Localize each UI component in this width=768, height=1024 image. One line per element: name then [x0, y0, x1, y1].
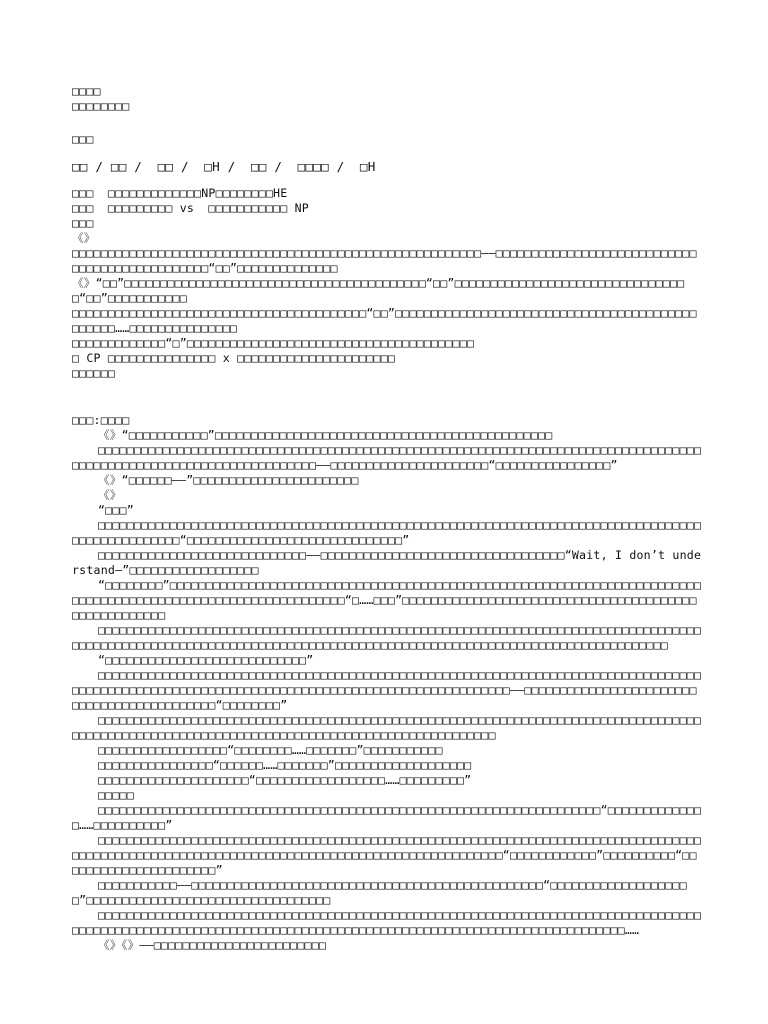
summary-paragraph-2: 《》“□□”□□□□□□□□□□□□□□□□□□□□□□□□□□□□□□□□□□□□□□□□□□“□□”□□□□□□□□□□□□□□□□□□□□□□□□□□□□□□□□□“□□”□□□□□□□□□□□ — [72, 276, 685, 305]
summary-mark: 《》 — [72, 231, 96, 245]
chapter-paragraph: □□□□□□□□□□□□□□□□□□□□□□□□□□□□□□□□□□□□□□□□□□□□□□□□□□□□□□□□□□□□□□□□□□□□□□□□□□□□□□□□□□□□□□□□□□□□□□□□□□□“□□□□□□□□□□□□□□□□□□□□□□□□□□□□□□” — [72, 518, 702, 547]
document-title: □□□□ — [72, 84, 101, 98]
chapter-paragraph: □□□□□□□□□□□——□□□□□□□□□□□□□□□□□□□□□□□□□□□□□□□□□□□□□□□□□□□□□□□□□“□□□□□□□□□□□□□□□□□□□□”□□□□□□□□□□□□□□□□□□□□□□□□□□□□□□□□□□ — [72, 878, 687, 907]
meta-line-3: □□□ — [72, 216, 94, 230]
chapter-paragraph: □□□□□□□□□□□□□□□□“□□□□□□……□□□□□□□”□□□□□□□□□□□□□□□□□□□ — [98, 758, 472, 772]
document-subtitle: □□□□□□□□ — [72, 99, 130, 113]
chapter-paragraph: □□□□□□□□□□□□□□□□□□□□□□□□□□□□□□□□□□□□□□□□□□□□□□□□□□□□□□□□□□□□□□□□□□□□□□“□□□□□□□□□□□□□□……□□□□□□□□□□” — [72, 803, 702, 832]
chapter-paragraph: □□□□□□□□□□□□□□□□□□□□□□□□□□□□□□□□□□□□□□□□□□□□□□□□□□□□□□□□□□□□□□□□□□□□□□□□□□□□□□□□□□□□□□□□□□□□□□□□□□□□□□□□□□□□□□□□□□□□□□□□□□□□□□□□□□□□□□□□□□□□□□□□□——□□□□□□□□□□□□□□□□□□□□□□□□□□□□□□□□□□□□□□□□□□□□“□□□□□□□□” — [72, 668, 702, 712]
summary-paragraph-6: □□□□□□ — [72, 366, 116, 380]
summary-paragraph-3: □□□□□□□□□□□□□□□□□□□□□□□□□□□□□□□□□□□□□□□□□“□□”□□□□□□□□□□□□□□□□□□□□□□□□□□□□□□□□□□□□□□□□□□□□□□□□……□□□□□□□□□□□□□□□ — [72, 306, 697, 335]
meta-line-2: □□□ □□□□□□□□□ vs □□□□□□□□□□□ NP — [72, 201, 309, 215]
chapter-paragraph: □□□□□□□□□□□□□□□□□□□□□□□□□□□□□——□□□□□□□□□□□□□□□□□□□□□□□□□□□□□□□□□□“Wait, I don’t understand—”□□□□□□□□□□□□□□□□□□ — [72, 548, 702, 577]
chapter-paragraph: “□□□” — [98, 503, 134, 517]
chapter-paragraph: □□□□□ — [98, 788, 134, 802]
summary-paragraph-4: □□□□□□□□□□□□□“□”□□□□□□□□□□□□□□□□□□□□□□□□□□□□□□□□□□□□□□□□ — [72, 336, 475, 350]
breadcrumb: □□ / □□ / □□ / □H / □□ / □□□□ / □H — [72, 159, 376, 174]
chapter-paragraph: □□□□□□□□□□□□□□□□□□□□□□□□□□□□□□□□□□□□□□□□□□□□□□□□□□□□□□□□□□□□□□□□□□□□□□□□□□□□□□□□□□□□□□□□□□□□□□□□□□□□□□□□□□□□□□□□□□□□□□□□□□□□□□□□□□□□□□□□□□□□□□□□□□□□□□□□□□□□□□□□□□□□□□□ — [72, 623, 702, 652]
chapter-paragraph: “□□□□□□□□□□□□□□□□□□□□□□□□□□□□” — [98, 653, 314, 667]
chapter-paragraph: 《》“□□□□□□□□□□□”□□□□□□□□□□□□□□□□□□□□□□□□□□□□□□□□□□□□□□□□□□□□□□□ — [98, 428, 553, 442]
chapter-paragraph: □□□□□□□□□□□□□□□□□□□□□□□□□□□□□□□□□□□□□□□□□□□□□□□□□□□□□□□□□□□□□□□□□□□□□□□□□□□□□□□□□□□□□□□□□□□□□□□□□□□□□□□□□□□□□□□□□□□□□□□□□□□□□□□□□□□□□□□□□□□□□□□□“□□□□□□□□□□□□”□□□□□□□□□□“□□□□□□□□□□□□□□□□□□□□□□” — [72, 833, 702, 877]
chapter-heading: □□□:□□□□ — [72, 413, 130, 427]
chapter-paragraph: □□□□□□□□□□□□□□□□□□□□□□□□□□□□□□□□□□□□□□□□□□□□□□□□□□□□□□□□□□□□□□□□□□□□□□□□□□□□□□□□□□□□□□□□□□□□□□□□□□□□□□□□□□□□□□□□□□□□□□□□□□□□□□□□□□□□□□□□□□□□□□□ — [72, 713, 702, 742]
document-label: □□□ — [72, 132, 94, 146]
chapter-paragraph: □□□□□□□□□□□□□□□□□□□□□□□□□□□□□□□□□□□□□□□□□□□□□□□□□□□□□□□□□□□□□□□□□□□□□□□□□□□□□□□□□□□□□□□□□□□□□□□□□□□□□□□□□□□□□□□□□□□□□□□□□□□□□□□□□□□□□□□□□□□□□□□□□□□□□□□□□□□□□□□□□…… — [72, 908, 702, 937]
chapter-paragraph: “□□□□□□□□”□□□□□□□□□□□□□□□□□□□□□□□□□□□□□□□□□□□□□□□□□□□□□□□□□□□□□□□□□□□□□□□□□□□□□□□□□□□□□□□□□□□□□□□□□□□□□□□□□□□□□□□□□□□□□□□□“□……□□□”□□□□□□□□□□□□□□□□□□□□□□□□□□□□□□□□□□□□□□□□□□□□□□□□□□□□□□ — [72, 578, 702, 622]
document-page — [72, 84, 702, 953]
chapter-paragraph: 《》 — [98, 488, 122, 502]
chapter-paragraph: □□□□□□□□□□□□□□□□□□“□□□□□□□□……□□□□□□□”□□□□□□□□□□□ — [98, 743, 443, 757]
chapter-paragraph: 《》“□□□□□□——”□□□□□□□□□□□□□□□□□□□□□□□ — [98, 473, 359, 487]
summary-paragraph-1: □□□□□□□□□□□□□□□□□□□□□□□□□□□□□□□□□□□□□□□□□□□□□□□□□□□□□□□□□——□□□□□□□□□□□□□□□□□□□□□□□□□□□□□□□□□□□□□□□□□□□□□□□“□□”□□□□□□□□□□□□□□ — [72, 246, 697, 275]
summary-paragraph-5: □ CP □□□□□□□□□□□□□□□ x □□□□□□□□□□□□□□□□□□□□□□ — [72, 351, 396, 365]
meta-line-1: □□□ □□□□□□□□□□□□□NP□□□□□□□□HE — [72, 186, 288, 200]
chapter-paragraph: □□□□□□□□□□□□□□□□□□□□□□□□□□□□□□□□□□□□□□□□□□□□□□□□□□□□□□□□□□□□□□□□□□□□□□□□□□□□□□□□□□□□□□□□□□□□□□□□□□□□□□□□□□□□□□□□□□□□□□——□□□□□□□□□□□□□□□□□□□□□□“□□□□□□□□□□□□□□□□” — [72, 443, 702, 472]
chapter-paragraph: □□□□□□□□□□□□□□□□□□□□□“□□□□□□□□□□□□□□□□□□……□□□□□□□□□” — [98, 773, 472, 787]
chapter-paragraph: 《》《》——□□□□□□□□□□□□□□□□□□□□□□□□ — [98, 938, 327, 952]
